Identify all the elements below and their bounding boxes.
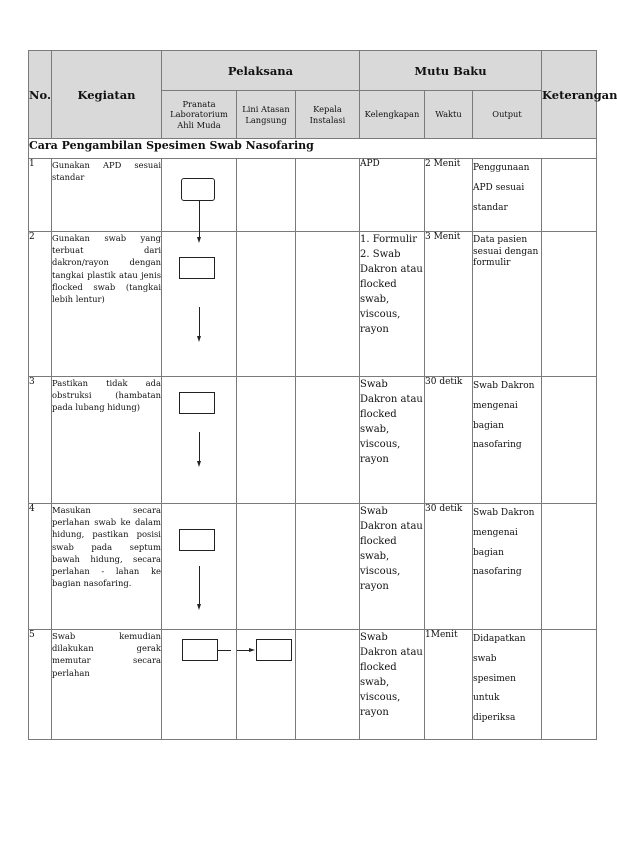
header-lini-atasan: Lini Atasan Langsung: [237, 91, 296, 139]
header-pranata: Pranata Laboratorium Ahli Muda: [162, 91, 237, 139]
flow-cell: [162, 377, 237, 504]
output-text: Swab Dakron mengenai bagian nasofaring: [473, 504, 542, 630]
flowchart-process-box: [179, 529, 215, 551]
flow-connector-line: [199, 566, 200, 605]
table-row: [29, 159, 597, 232]
table-row: [29, 504, 597, 630]
waktu-text: 30 detik: [425, 377, 473, 504]
output-text: Data pasien sesuai dengan formulir: [473, 232, 542, 377]
flowchart-process-box: [179, 257, 215, 279]
arrow-right-icon: [249, 648, 255, 652]
flow-cell: [162, 159, 237, 232]
flow-cell: [162, 232, 237, 377]
output-text: Didapatkan swab spesimen untuk diperiksa: [473, 630, 542, 740]
arrow-down-icon: [197, 336, 201, 342]
header-kegiatan: Kegiatan: [52, 51, 162, 139]
waktu-text: 1Menit: [425, 630, 473, 740]
flow-cell: [162, 630, 237, 740]
header-kelengkapan: Kelengkapan: [360, 91, 425, 139]
kelengkapan-text: Swab Dakron atau flocked swab, viscous, rayon: [360, 377, 425, 504]
row-number: 2: [29, 232, 52, 377]
output-text: Swab Dakron mengenai bagian nasofaring: [473, 377, 542, 504]
waktu-text: 3 Menit: [425, 232, 473, 377]
flowchart-process-box: [256, 639, 292, 661]
header-mutu-baku: Mutu Baku: [360, 51, 542, 91]
flow-cell: [237, 630, 296, 740]
kelengkapan-text: APD: [360, 159, 425, 232]
kelengkapan-text: Swab Dakron atau flocked swab, viscous, rayon: [360, 630, 425, 740]
arrow-down-icon: [197, 237, 201, 243]
flowchart-process-box: [179, 392, 215, 414]
activity-text: Gunakan swab yang terbuat dari dakron/rayon dengan tangkai plastik atau jenis flocked swab (tangkai lebih lentur): [52, 232, 162, 377]
flow-connector-line: [199, 307, 200, 337]
flow-connector-line: [199, 432, 200, 462]
activity-text: Pastikan tidak ada obstruksi (hambatan pada lubang hidung): [52, 377, 162, 504]
header-output: Output: [473, 91, 542, 139]
header-kepala-instalasi: Kepala Instalasi: [296, 91, 360, 139]
flow-cell: [162, 504, 237, 630]
header-no: No.: [29, 51, 52, 139]
row-number: 4: [29, 504, 52, 630]
header-pelaksana: Pelaksana: [162, 51, 360, 91]
arrow-down-icon: [197, 461, 201, 467]
flowchart-start-terminal: [181, 178, 215, 201]
section-title: Cara Pengambilan Spesimen Swab Nasofaring: [29, 139, 597, 159]
table-row: [29, 377, 597, 504]
table-row: [29, 630, 597, 740]
waktu-text: 30 detik: [425, 504, 473, 630]
arrow-down-icon: [197, 604, 201, 610]
output-text: Penggunaan APD sesuai standar: [473, 159, 542, 232]
row-number: 5: [29, 630, 52, 740]
flowchart-process-box: [182, 639, 218, 661]
header-keterangan: Keterangan: [542, 51, 597, 139]
kelengkapan-text: 1. Formulir 2. Swab Dakron atau flocked swab, viscous, rayon: [360, 232, 425, 377]
activity-text: Gunakan APD sesuai standar: [52, 159, 162, 232]
row-number: 3: [29, 377, 52, 504]
sop-table: [28, 50, 617, 740]
activity-text: Masukan secara perlahan swab ke dalam hidung, pastikan posisi swab pada septum bawah hidung, secara perlahan - lahan ke bagian nasofaring.: [52, 504, 162, 630]
flow-connector-line: [199, 201, 200, 232]
kelengkapan-text: Swab Dakron atau flocked swab, viscous, rayon: [360, 504, 425, 630]
waktu-text: 2 Menit: [425, 159, 473, 232]
table-row: [29, 232, 597, 377]
activity-text: Swab kemudian dilakukan gerak memutar secara perlahan: [52, 630, 162, 740]
flow-connector-line: [218, 650, 231, 651]
row-number: 1: [29, 159, 52, 232]
header-waktu: Waktu: [425, 91, 473, 139]
